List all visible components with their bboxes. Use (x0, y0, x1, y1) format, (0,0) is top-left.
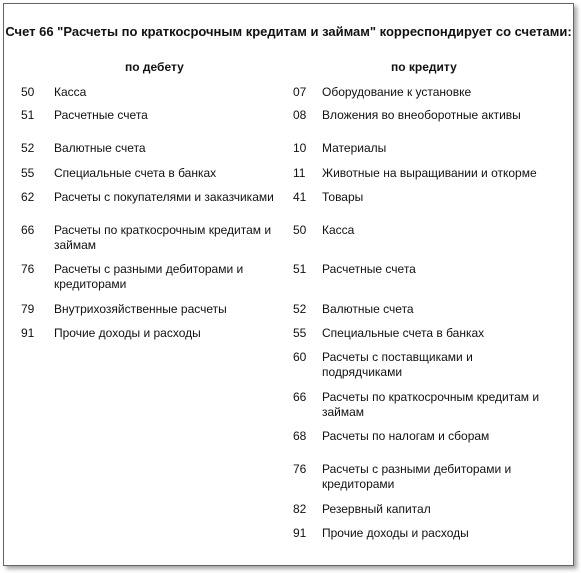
page-title: Счет 66 "Расчеты по краткосрочным кредитам и займам" корреспондирует со счетами: (5, 24, 572, 39)
account-name: Специальные счета в банках (54, 166, 217, 180)
account-name: Прочие доходы и расходы (54, 326, 201, 340)
account-number: 10 (293, 141, 307, 155)
account-number: 41 (293, 190, 307, 204)
debit-header: по дебету (125, 60, 184, 74)
account-name: Внутрихозяйственные расчеты (54, 302, 227, 316)
account-number: 62 (21, 190, 35, 204)
account-number: 55 (293, 326, 307, 340)
account-number: 66 (21, 223, 35, 237)
account-name: Расчеты с разными дебиторами и кредиторами (54, 262, 244, 291)
account-name: Расчеты с покупателями и заказчиками (54, 190, 274, 204)
account-number: 76 (293, 462, 307, 476)
account-name: Касса (322, 223, 355, 237)
account-number: 50 (293, 223, 307, 237)
account-name: Расчетные счета (54, 108, 148, 122)
account-name: Резервный капитал (322, 502, 431, 516)
account-name: Валютные счета (322, 302, 414, 316)
account-number: 52 (21, 141, 35, 155)
account-number: 08 (293, 108, 307, 122)
account-name: Животные на выращивании и откорме (322, 166, 537, 180)
account-number: 60 (293, 350, 307, 364)
document-frame (3, 3, 574, 566)
account-number: 91 (293, 526, 307, 540)
account-name: Вложения во внеоборотные активы (322, 108, 521, 122)
account-number: 07 (293, 85, 307, 99)
account-number: 68 (293, 429, 307, 443)
account-number: 51 (293, 262, 307, 276)
account-name: Специальные счета в банках (322, 326, 485, 340)
account-name: Расчеты по налогам и сборам (322, 429, 490, 443)
account-number: 55 (21, 166, 35, 180)
account-number: 82 (293, 502, 307, 516)
account-name: Расчеты с разными дебиторами и кредиторами (322, 462, 512, 491)
account-name: Расчеты по краткосрочным кредитам и займам (54, 223, 272, 252)
account-name: Оборудование к установке (322, 85, 472, 99)
account-number: 52 (293, 302, 307, 316)
account-number: 76 (21, 262, 35, 276)
credit-header: по кредиту (391, 60, 457, 74)
account-number: 91 (21, 326, 35, 340)
account-number: 66 (293, 390, 307, 404)
account-name: Прочие доходы и расходы (322, 526, 469, 540)
account-number: 79 (21, 302, 35, 316)
account-number: 11 (293, 166, 306, 180)
account-number: 50 (21, 85, 35, 99)
account-name: Материалы (322, 141, 387, 155)
account-name: Касса (54, 85, 87, 99)
account-name: Расчеты с поставщиками и подрядчиками (322, 350, 473, 379)
account-name: Расчеты по краткосрочным кредитам и займам (322, 390, 540, 419)
account-name: Расчетные счета (322, 262, 416, 276)
account-name: Валютные счета (54, 141, 146, 155)
account-number: 51 (21, 108, 35, 122)
account-name: Товары (322, 190, 364, 204)
